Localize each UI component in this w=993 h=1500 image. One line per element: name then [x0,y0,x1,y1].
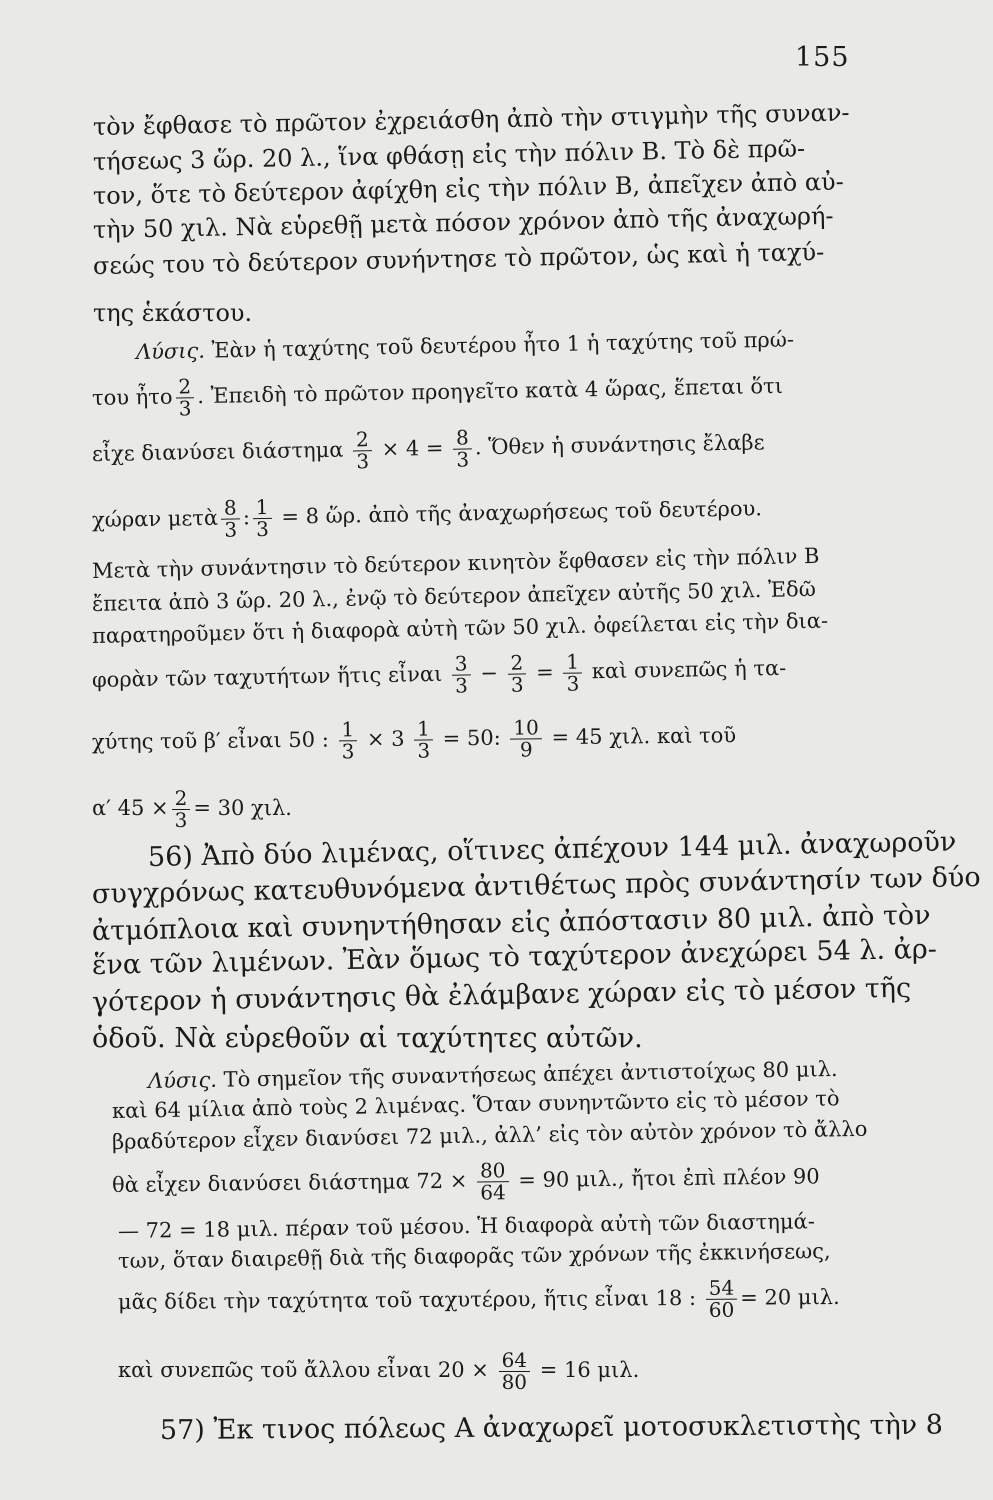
text-span: φορὰν τῶν ταχυτήτων ἥτις εἶναι [91,661,443,692]
text-line [92,488,763,543]
fraction [453,427,472,470]
text-span: χώραν μετὰ [91,505,219,532]
text-span: : [242,505,251,530]
text-span: = 90 μιλ., ἤτοι ἐπὶ πλέον 90 [518,1164,820,1193]
denominator: 3 [224,517,238,542]
text-line [92,788,292,831]
denominator: 3 [356,449,370,474]
text-span: = [535,659,554,685]
text-span: = 16 μιλ. [539,1358,640,1382]
fraction [353,429,372,472]
text-line: σεώς του τὸ δεύτερον συνήντησε τὸ πρῶτον, ὡς καὶ ἡ ταχύ- [92,237,825,280]
text-line: ἀτμόπλοια καὶ συνηντήθησαν εἰς ἀπόστασιν 80 μιλ. ἀπὸ τὸν [91,899,931,947]
denominator: 3 [255,516,270,542]
denominator: 64 [480,1180,506,1205]
numerator: 8 [221,497,240,519]
text-line: ἔπειτα ἀπὸ 3 ὥρ. 20 λ., ἐνῷ τὸ δεύτερον ἀπεῖχεν αὐτῆς 50 χιλ. Ἐδῶ [91,576,817,616]
fraction [507,652,526,695]
numerator: 2 [353,429,372,451]
text-span: χύτης τοῦ β′ εἶναι 50 : [91,727,329,754]
denominator: 3 [454,673,469,698]
numerator: 54 [706,1278,738,1300]
numerator: 1 [563,651,582,673]
text-line: τὴν 50 χιλ. Νὰ εὑρεθῇ μετὰ πόσον χρόνον ἀπὸ τῆς ἀναχωρή- [92,201,834,244]
text-line [118,1350,639,1393]
text-span: × 3 [366,726,405,752]
text-line [112,1156,820,1208]
text-span: . Ὅθεν ἡ συνάντησις ἔλαβε [474,430,765,460]
fraction [253,494,272,542]
fraction [414,718,433,761]
text-line: καὶ 64 μίλια ἀπὸ τοὺς 2 λιμένας. Ὅταν συνηντῶντο εἰς τὸ μέσον τὸ [111,1086,840,1123]
denominator: 60 [708,1297,735,1322]
text-line: των, ὅταν διαιρεθῇ διὰ τῆς διαφορᾶς τῶν χρόνων τῆς ἐκκινήσεως, [117,1239,831,1273]
text-span: θὰ εἶχεν διανύσει διάστημα 72 × [111,1168,468,1197]
text-line: γότερον ἡ συνάντησις θὰ ἐλάμβανε χώραν εἰς τὸ μέσον τῆς [91,972,912,1018]
text-span: εἶχε διανύσει διάστημα [91,437,344,466]
text-span: του ἦτο [91,384,173,410]
numerator: 1 [253,497,272,519]
problem-57-text: 57) Ἐκ τινος πόλεως Α ἀναχωρεῖ μοτοσυκλετιστὴς τὴν 8 [159,1409,944,1446]
denominator: 3 [456,447,470,472]
numerator: 10 [510,717,542,739]
text-line: — 72 = 18 μιλ. πέραν τοῦ μέσου. Ἡ διαφορὰ αὐτὴ τῶν διαστημά- [117,1209,816,1243]
fraction [477,1160,509,1203]
text-line [118,1277,840,1325]
numerator: 1 [338,719,357,741]
text-line [92,422,765,477]
fraction [499,1350,530,1393]
denominator: 3 [510,672,524,697]
denominator: 3 [174,808,188,832]
fraction [221,497,240,540]
text-span: = 50: [442,725,501,751]
fraction [172,788,191,831]
numerator: 8 [453,427,472,449]
text-span: α′ 45 × [92,796,169,820]
text-span: × 4 = [381,435,444,461]
fraction [563,651,582,694]
fraction [510,717,542,760]
text-span: Ἐὰν ἡ ταχύτης τοῦ δευτέρου ἦτο 1 ἡ ταχύτης τοῦ πρώ- [211,327,795,363]
text-span: . Ἐπειδὴ τὸ πρῶτον προηγεῖτο κατὰ 4 ὥρας, ἕπεται ὅτι [197,373,784,409]
numerator: 64 [499,1350,530,1372]
text-span: = 20 μιλ. [740,1284,840,1310]
fraction [706,1275,738,1322]
text-line: τὸν ἔφθασε τὸ πρῶτον ἐχρειάσθη ἀπὸ τὴν στιγμὴν τῆς συναν- [92,98,850,141]
text-line: παρατηροῦμεν ὅτι ἡ διαφορὰ αὐτὴ τῶν 50 χιλ. ὀφείλεται εἰς τὴν δια- [91,608,829,648]
text-line: ὁδοῦ. Νὰ εὑρεθοῦν αἱ ταχύτητες αὐτῶν. [92,1023,643,1054]
fraction [175,376,194,419]
fraction [338,719,357,762]
numerator: 2 [175,376,194,398]
page-number: 155 [795,42,850,73]
denominator: 3 [417,738,431,763]
text-line [92,366,784,421]
denominator: 3 [178,396,192,421]
text-line: ἕνα τῶν λιμένων. Ἐὰν ὅμως τὸ ταχύτερον ἀνεχώρει 54 λ. ἀρ- [91,933,938,981]
text-span: − [480,660,499,686]
text-span: καὶ συνεπῶς τοῦ ἄλλου εἶναι 20 × [118,1358,489,1382]
fraction [452,653,471,696]
text-line: της ἑκάστου. [93,299,253,327]
denominator: 9 [519,737,533,762]
text-span: μᾶς δίδει τὴν ταχύτητα τοῦ ταχυτέρου, ἥτις εἶναι 18 : [117,1285,697,1314]
text-span: = 30 χιλ. [193,796,292,820]
denominator: 80 [501,1370,528,1394]
numerator: 3 [452,653,471,675]
text-span: Τὸ σημεῖον τῆς συναντήσεως ἀπέχει ἀντιστοίχως 80 μιλ. [223,1056,838,1092]
text-line [136,324,795,367]
numerator: 2 [507,652,526,674]
solution-label: Λύσις. [147,1067,218,1093]
text-line: συγχρόνως κατευθυνόμενα ἀντιθέτως πρὸς συνάντησίν των δύο [91,861,981,910]
text-line: βραδύτερον εἶχεν διανύσει 72 μιλ., ἀλλ’ εἰς τὸν αὐτὸν χρόνον τὸ ἄλλο [111,1116,868,1154]
denominator: 3 [341,739,355,764]
text-line [92,648,787,703]
text-line: 56) Ἀπὸ δύο λιμένας, οἵτινες ἀπέχουν 144 μιλ. ἀναχωροῦν [147,826,957,873]
text-span: = 45 χιλ. καὶ τοῦ [551,723,737,750]
text-line [92,715,737,765]
text-line: τήσεως 3 ὥρ. 20 λ., ἵνα φθάσῃ εἰς τὴν πόλιν Β. Τὸ δὲ πρῶ- [92,134,806,176]
text-span: = 8 ὥρ. ἀπὸ τῆς ἀναχωρήσεως τοῦ δευτέρου. [281,496,763,529]
numerator: 1 [414,718,433,740]
numerator: 2 [172,788,191,810]
numerator: 80 [477,1160,509,1182]
denominator: 3 [566,671,580,696]
solution-label: Λύσις. [135,338,206,364]
text-span: καὶ συνεπῶς ἡ τα- [591,655,787,684]
text-line: τον, ὅτε τὸ δεύτερον ἀφίχθη εἰς τὴν πόλιν Β, ἀπεῖχεν ἀπὸ αὐ- [92,167,844,210]
text-line: Μετὰ τὴν συνάντησιν τὸ δεύτερον κινητὸν ἔφθασεν εἰς τὴν πόλιν Β [91,543,820,583]
